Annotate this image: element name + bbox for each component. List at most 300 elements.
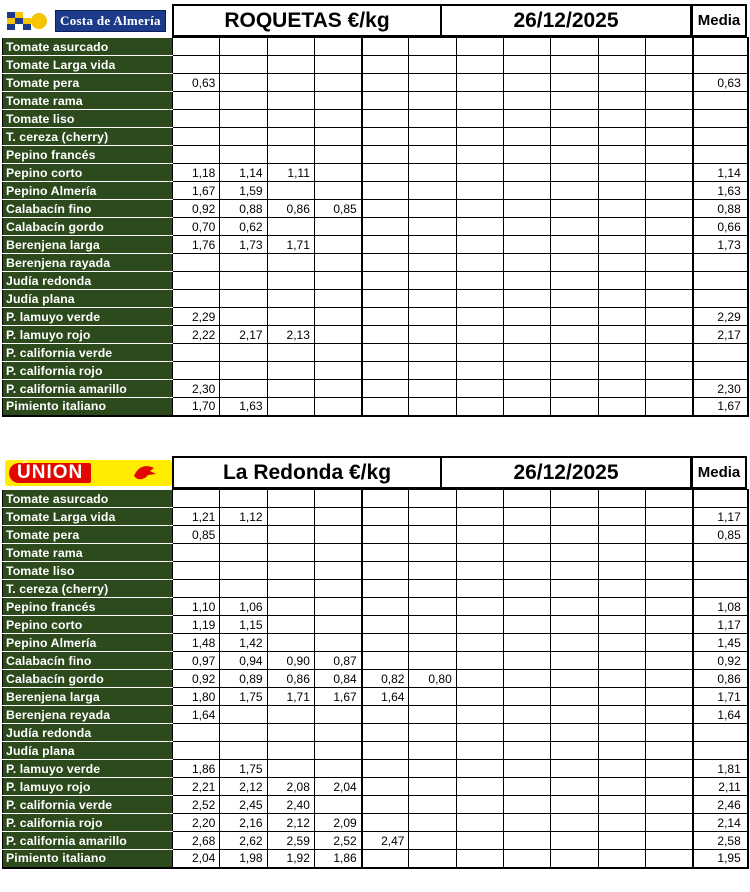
product-row [3,92,748,110]
price-cell [551,164,598,182]
price-cell: 2,30 [173,380,220,398]
price-cell [362,164,409,182]
price-cell [314,254,361,272]
price-cell [598,688,645,706]
price-cell [362,326,409,344]
average-cell: 1,45 [693,634,748,652]
price-cell: 1,59 [220,182,267,200]
price-cell [314,724,361,742]
product-row [3,616,748,634]
price-cell [314,344,361,362]
price-cell [409,398,456,416]
price-cell [598,38,645,56]
price-cell [456,796,503,814]
price-cell [598,236,645,254]
product-name: Tomate liso [3,562,173,580]
price-cell: 0,92 [173,670,220,688]
price-cell: 1,10 [173,598,220,616]
price-cell [504,634,551,652]
price-cell [220,344,267,362]
price-cell [551,128,598,146]
price-cell [409,616,456,634]
price-cell [220,38,267,56]
price-cell [504,74,551,92]
price-cell [551,580,598,598]
price-cell [551,146,598,164]
price-board-roquetas [2,4,747,417]
price-cell [551,508,598,526]
price-cell: 1,19 [173,616,220,634]
price-cell [645,74,692,92]
price-cell: 2,68 [173,832,220,850]
price-cell [456,218,503,236]
price-cell [409,706,456,724]
price-cell: 2,62 [220,832,267,850]
average-cell [693,38,748,56]
board-date: 26/12/2025 [442,456,692,489]
price-cell: 1,71 [267,236,314,254]
product-row [3,850,748,868]
average-cell [693,742,748,760]
price-cell [314,218,361,236]
price-cell: 1,75 [220,760,267,778]
price-cell [173,146,220,164]
price-cell [504,398,551,416]
price-cell [409,146,456,164]
average-cell: 1,14 [693,164,748,182]
price-cell [362,218,409,236]
price-cell [504,200,551,218]
price-cell [409,110,456,128]
price-cell: 1,64 [173,706,220,724]
price-cell [456,362,503,380]
price-cell: 0,62 [220,218,267,236]
price-cell: 0,86 [267,200,314,218]
average-cell: 2,29 [693,308,748,326]
price-cell [173,490,220,508]
price-cell [314,236,361,254]
price-cell [173,724,220,742]
price-cell: 1,67 [314,688,361,706]
average-cell [693,544,748,562]
costa-de-almeria-logo [2,4,172,37]
product-row [3,508,748,526]
price-cell [267,634,314,652]
price-cell [504,778,551,796]
price-cell [551,598,598,616]
media-header: Media [692,456,747,489]
average-cell: 2,46 [693,796,748,814]
product-name: Pepino francés [3,598,173,616]
price-cell [314,128,361,146]
price-cell [551,254,598,272]
price-cell [456,38,503,56]
product-name: Tomate asurcado [3,490,173,508]
price-cell [551,290,598,308]
price-cell: 0,90 [267,652,314,670]
product-name: Berenjena larga [3,236,173,254]
price-cell [504,254,551,272]
price-cell [267,92,314,110]
price-cell [551,110,598,128]
price-cell [645,218,692,236]
product-name: P. lamuyo verde [3,760,173,778]
price-cell [456,688,503,706]
price-cell [314,526,361,544]
price-cell [504,308,551,326]
price-cell [314,74,361,92]
price-cell [409,814,456,832]
price-cell [504,56,551,74]
price-cell [645,56,692,74]
price-cell [645,272,692,290]
price-cell [220,146,267,164]
price-cell [409,562,456,580]
product-row [3,742,748,760]
price-cell: 1,64 [362,688,409,706]
price-cell: 2,12 [220,778,267,796]
price-cell [267,344,314,362]
price-cell: 1,12 [220,508,267,526]
price-cell [645,200,692,218]
price-table [2,37,749,417]
product-name: Pepino corto [3,616,173,634]
price-cell [504,236,551,254]
price-cell [551,38,598,56]
price-cell [551,526,598,544]
price-cell [314,182,361,200]
price-cell [598,362,645,380]
price-cell: 2,16 [220,814,267,832]
product-name: P. california amarillo [3,380,173,398]
price-cell [173,562,220,580]
price-cell [314,326,361,344]
product-name: P. lamuyo verde [3,308,173,326]
price-cell [504,128,551,146]
price-cell [409,326,456,344]
price-cell [598,290,645,308]
price-cell [409,526,456,544]
average-cell [693,290,748,308]
price-cell [173,92,220,110]
price-cell [456,670,503,688]
price-cell [504,380,551,398]
price-cell: 2,04 [314,778,361,796]
price-cell: 1,86 [314,850,361,868]
price-cell [362,796,409,814]
price-cell [409,688,456,706]
price-cell [645,652,692,670]
product-name: Calabacín gordo [3,218,173,236]
price-cell [314,544,361,562]
price-cell [267,272,314,290]
price-cell [645,670,692,688]
price-cell [456,760,503,778]
product-row [3,56,748,74]
price-cell [409,272,456,290]
product-name: P. california amarillo [3,832,173,850]
price-cell [362,290,409,308]
price-cell [267,146,314,164]
price-cell [551,490,598,508]
price-cell [551,760,598,778]
average-cell [693,128,748,146]
price-cell [551,92,598,110]
price-cell [267,380,314,398]
price-cell [504,272,551,290]
price-cell [456,128,503,146]
average-cell: 2,11 [693,778,748,796]
product-row [3,326,748,344]
price-cell [220,380,267,398]
price-cell: 0,63 [173,74,220,92]
average-cell [693,724,748,742]
price-cell: 1,80 [173,688,220,706]
price-cell [220,742,267,760]
product-name: Tomate Larga vida [3,508,173,526]
price-cell [267,218,314,236]
product-row [3,110,748,128]
price-cell [504,182,551,200]
price-cell [551,778,598,796]
price-cell [220,128,267,146]
price-cell [362,652,409,670]
price-cell [362,200,409,218]
price-cell [456,742,503,760]
product-row [3,580,748,598]
average-cell: 1,81 [693,760,748,778]
price-cell: 1,18 [173,164,220,182]
price-cell [551,544,598,562]
price-cell [645,164,692,182]
price-cell [409,218,456,236]
price-cell: 2,22 [173,326,220,344]
price-cell [409,290,456,308]
price-cell: 1,14 [220,164,267,182]
price-cell: 2,08 [267,778,314,796]
price-cell [220,74,267,92]
price-cell [220,272,267,290]
average-cell: 1,17 [693,616,748,634]
product-name: Pimiento italiano [3,398,173,416]
price-cell [267,182,314,200]
price-cell [267,56,314,74]
price-cell [409,832,456,850]
price-cell: 0,85 [314,200,361,218]
price-cell [645,778,692,796]
price-cell [504,362,551,380]
price-cell [645,850,692,868]
price-cell [456,344,503,362]
media-header: Media [692,4,747,37]
price-cell: 1,63 [220,398,267,416]
price-cell [456,526,503,544]
price-cell [598,580,645,598]
price-cell [409,182,456,200]
price-cell [504,490,551,508]
price-cell [456,778,503,796]
product-name: Tomate pera [3,526,173,544]
product-name: Tomate Larga vida [3,56,173,74]
product-row [3,706,748,724]
average-cell: 0,92 [693,652,748,670]
price-cell [362,814,409,832]
price-cell [314,760,361,778]
board-title: ROQUETAS €/kg [172,4,442,37]
price-cell [267,616,314,634]
product-name: Pepino Almería [3,634,173,652]
average-cell: 2,17 [693,326,748,344]
price-cell [645,146,692,164]
price-cell [456,544,503,562]
price-cell: 2,59 [267,832,314,850]
price-cell [362,380,409,398]
price-cell: 1,11 [267,164,314,182]
price-cell [314,92,361,110]
price-cell: 0,97 [173,652,220,670]
price-cell [504,562,551,580]
price-cell [551,850,598,868]
average-cell: 1,73 [693,236,748,254]
price-cell [362,110,409,128]
rooster-icon [132,462,158,484]
price-cell [173,544,220,562]
price-cell: 2,09 [314,814,361,832]
price-cell [551,200,598,218]
price-cell [551,236,598,254]
price-cell [551,182,598,200]
average-cell: 0,85 [693,526,748,544]
price-cell [314,308,361,326]
price-cell: 2,04 [173,850,220,868]
price-cell [456,92,503,110]
average-cell [693,92,748,110]
price-cell [220,56,267,74]
price-cell [598,670,645,688]
price-cell [645,380,692,398]
price-cell [362,526,409,544]
price-cell [645,508,692,526]
price-cell [409,598,456,616]
price-cell [456,272,503,290]
price-cell [504,706,551,724]
price-cell [362,562,409,580]
price-cell [598,742,645,760]
price-cell [551,796,598,814]
price-cell [504,598,551,616]
price-cell: 1,15 [220,616,267,634]
product-row [3,760,748,778]
product-row [3,380,748,398]
price-cell [409,778,456,796]
price-cell [456,56,503,74]
product-name: Judía redonda [3,272,173,290]
product-row [3,562,748,580]
price-cell [645,742,692,760]
product-row [3,38,748,56]
price-cell [598,724,645,742]
price-cell: 0,87 [314,652,361,670]
price-cell [504,110,551,128]
price-cell [409,308,456,326]
price-cell [314,562,361,580]
price-cell [645,290,692,308]
price-cell [409,56,456,74]
price-cell [645,634,692,652]
price-cell [456,380,503,398]
price-cell [314,634,361,652]
price-cell [504,796,551,814]
price-cell: 1,70 [173,398,220,416]
price-cell: 2,40 [267,796,314,814]
price-cell [267,290,314,308]
price-cell [456,562,503,580]
price-cell [551,670,598,688]
price-cell [220,490,267,508]
price-cell: 0,94 [220,652,267,670]
price-cell [645,760,692,778]
average-cell: 1,67 [693,398,748,416]
price-cell [504,164,551,182]
price-cell [504,742,551,760]
price-cell [314,164,361,182]
price-cell: 2,13 [267,326,314,344]
price-cell [456,326,503,344]
product-row [3,272,748,290]
price-cell [598,326,645,344]
price-cell [645,128,692,146]
price-cell: 1,92 [267,850,314,868]
price-cell [314,398,361,416]
price-cell [645,362,692,380]
price-cell: 1,86 [173,760,220,778]
price-cell: 1,06 [220,598,267,616]
price-cell [551,634,598,652]
price-cell [456,290,503,308]
price-cell [314,110,361,128]
price-cell [362,778,409,796]
price-cell [504,544,551,562]
price-cell [598,182,645,200]
price-cell [362,344,409,362]
price-cell [645,616,692,634]
price-cell [314,598,361,616]
price-cell: 2,52 [314,832,361,850]
price-cell [598,74,645,92]
price-cell [362,742,409,760]
product-name: Calabacín gordo [3,670,173,688]
price-cell [456,110,503,128]
price-cell [267,724,314,742]
price-cell [456,490,503,508]
price-cell [504,688,551,706]
product-name: Calabacín fino [3,652,173,670]
price-cell [409,742,456,760]
price-cell [267,128,314,146]
price-board-la-redonda [2,456,747,869]
price-cell [362,634,409,652]
price-cell [598,380,645,398]
product-name: Tomate liso [3,110,173,128]
average-cell: 1,71 [693,688,748,706]
price-cell: 2,52 [173,796,220,814]
price-cell [314,38,361,56]
board-title: La Redonda €/kg [172,456,442,489]
price-cell [598,490,645,508]
average-cell: 2,30 [693,380,748,398]
price-cell [598,218,645,236]
price-cell [598,760,645,778]
